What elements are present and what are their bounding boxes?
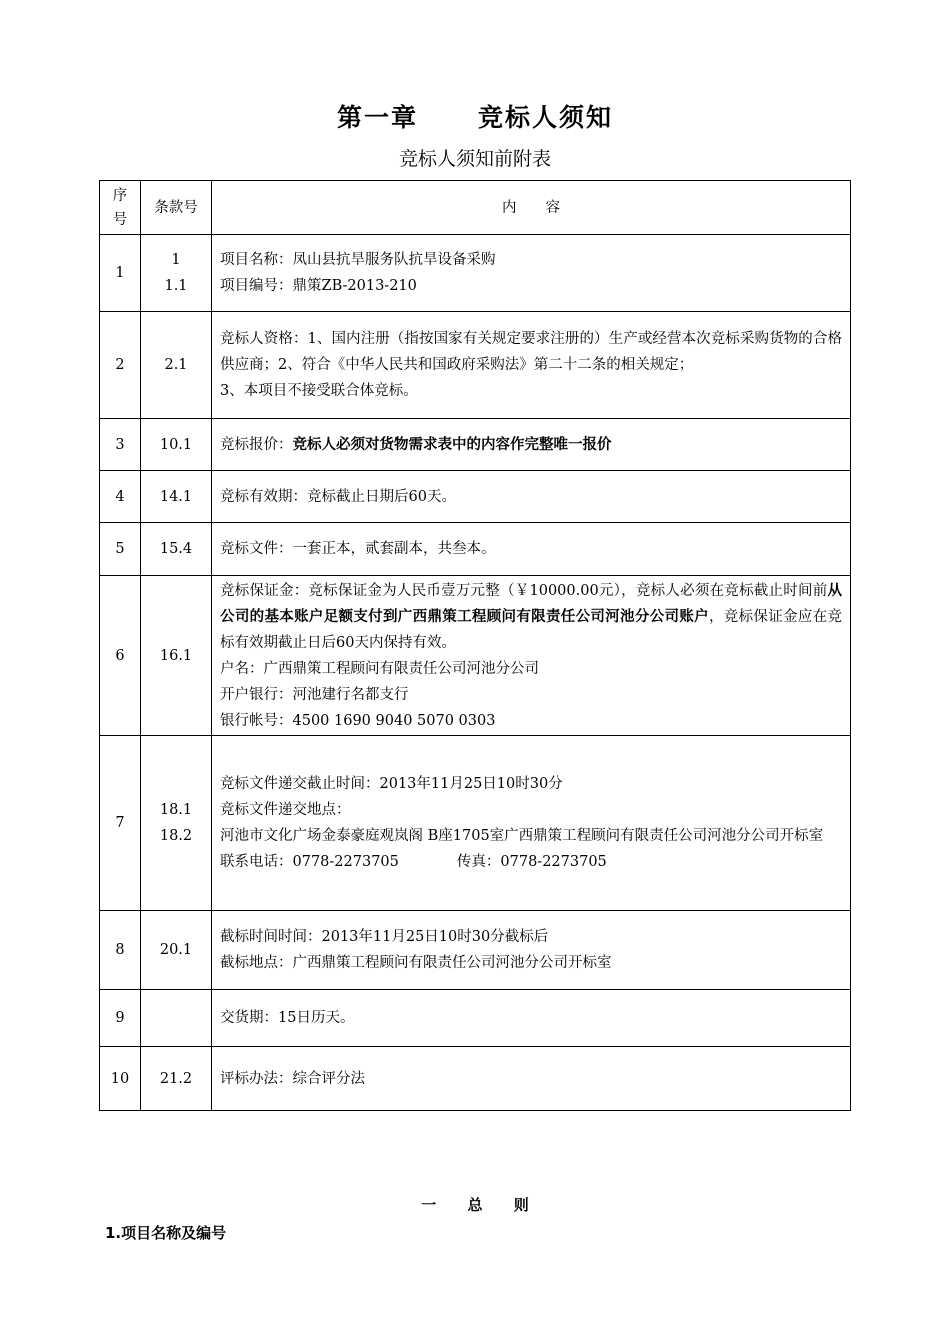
chapter-number: 第一章 <box>336 103 418 132</box>
table-row <box>100 911 851 990</box>
row-seq: 7 <box>100 736 141 911</box>
row-seq: 9 <box>100 990 141 1047</box>
row-clause <box>141 990 212 1047</box>
table-row <box>100 471 851 523</box>
table-header-row <box>100 181 851 235</box>
table-row <box>100 419 851 471</box>
row-content: 竞标有效期：竞标截止日期后60天。 <box>212 471 851 523</box>
row-clause: 21.2 <box>141 1047 212 1111</box>
row-clause: 15.4 <box>141 523 212 576</box>
row-clause: 10.1 <box>141 419 212 471</box>
table-row <box>100 736 851 911</box>
row-content: 评标办法：综合评分法 <box>212 1047 851 1111</box>
row-seq: 4 <box>100 471 141 523</box>
row-seq: 8 <box>100 911 141 990</box>
row-content: 截标时间时间：2013年11月25日10时30分截标后 截标地点：广西鼎策工程顾问有限责任公司河池分公司开标室 <box>212 911 851 990</box>
table-row <box>100 1047 851 1111</box>
phone-text: 联系电话：0778-2273705 <box>220 854 399 870</box>
row-clause: 18.1 18.2 <box>141 736 212 911</box>
table-title: 竞标人须知前附表 <box>398 148 551 170</box>
table-row <box>100 576 851 736</box>
header-seq: 序号 <box>100 181 141 235</box>
row-content: 交货期：15日历天。 <box>212 990 851 1047</box>
appendix-table <box>99 180 851 1111</box>
row-content: 竞标保证金：竞标保证金为人民币壹万元整（￥10000.00元），竞标人必须在竞标截止时间前从公司的基本账户足额支付到广西鼎策工程顾问有限责任公司河池分公司账户，竞标保证金应在竞标有效期截止日后60天内保持有效。 户名：广西鼎策工程顾问有限责任公司河池分公司 开户银行：河池建行名都支行 银行帐号：4500 1690 9040 5070 0303 <box>212 576 851 736</box>
row-clause: 20.1 <box>141 911 212 990</box>
row-seq: 6 <box>100 576 141 736</box>
row-clause: 2.1 <box>141 312 212 419</box>
fax-text: 传真：0778-2273705 <box>456 854 607 870</box>
row-seq: 10 <box>100 1047 141 1111</box>
row-content: 竞标报价：竞标人必须对货物需求表中的内容作完整唯一报价 <box>212 419 851 471</box>
row-clause: 16.1 <box>141 576 212 736</box>
table-row <box>100 235 851 312</box>
header-clause: 条款号 <box>141 181 212 235</box>
row-clause: 14.1 <box>141 471 212 523</box>
chapter-name: 竞标人须知 <box>478 103 614 132</box>
row-seq: 5 <box>100 523 141 576</box>
chapter-title <box>0 98 950 134</box>
header-content: 内 容 <box>212 181 851 235</box>
section-heading: 一 总 则 <box>421 1196 529 1214</box>
row-content: 竞标人资格：1、国内注册（指按国家有关规定要求注册的）生产或经营本次竞标采购货物的合格供应商；2、符合《中华人民共和国政府采购法》第二十二条的相关规定； 3、本项目不接受联合体竞标。 <box>212 312 851 419</box>
row-clause: 1 1.1 <box>141 235 212 312</box>
row-seq: 2 <box>100 312 141 419</box>
row-content: 竞标文件递交截止时间：2013年11月25日10时30分 竞标文件递交地点： 河池市文化广场金泰豪庭观岚阁 B座1705室广西鼎策工程顾问有限责任公司河池分公司开标室 联系电话：0778-2273705 传真：0778-2273705 <box>212 736 851 911</box>
row-seq: 3 <box>100 419 141 471</box>
row-content: 竞标文件：一套正本，贰套副本，共叁本。 <box>212 523 851 576</box>
section-subheading: 1.项目名称及编号 <box>105 1224 227 1242</box>
table-row <box>100 312 851 419</box>
table-row <box>100 990 851 1047</box>
table-row <box>100 523 851 576</box>
row-seq: 1 <box>100 235 141 312</box>
row-content: 项目名称：凤山县抗旱服务队抗旱设备采购 项目编号：鼎策ZB-2013-210 <box>212 235 851 312</box>
